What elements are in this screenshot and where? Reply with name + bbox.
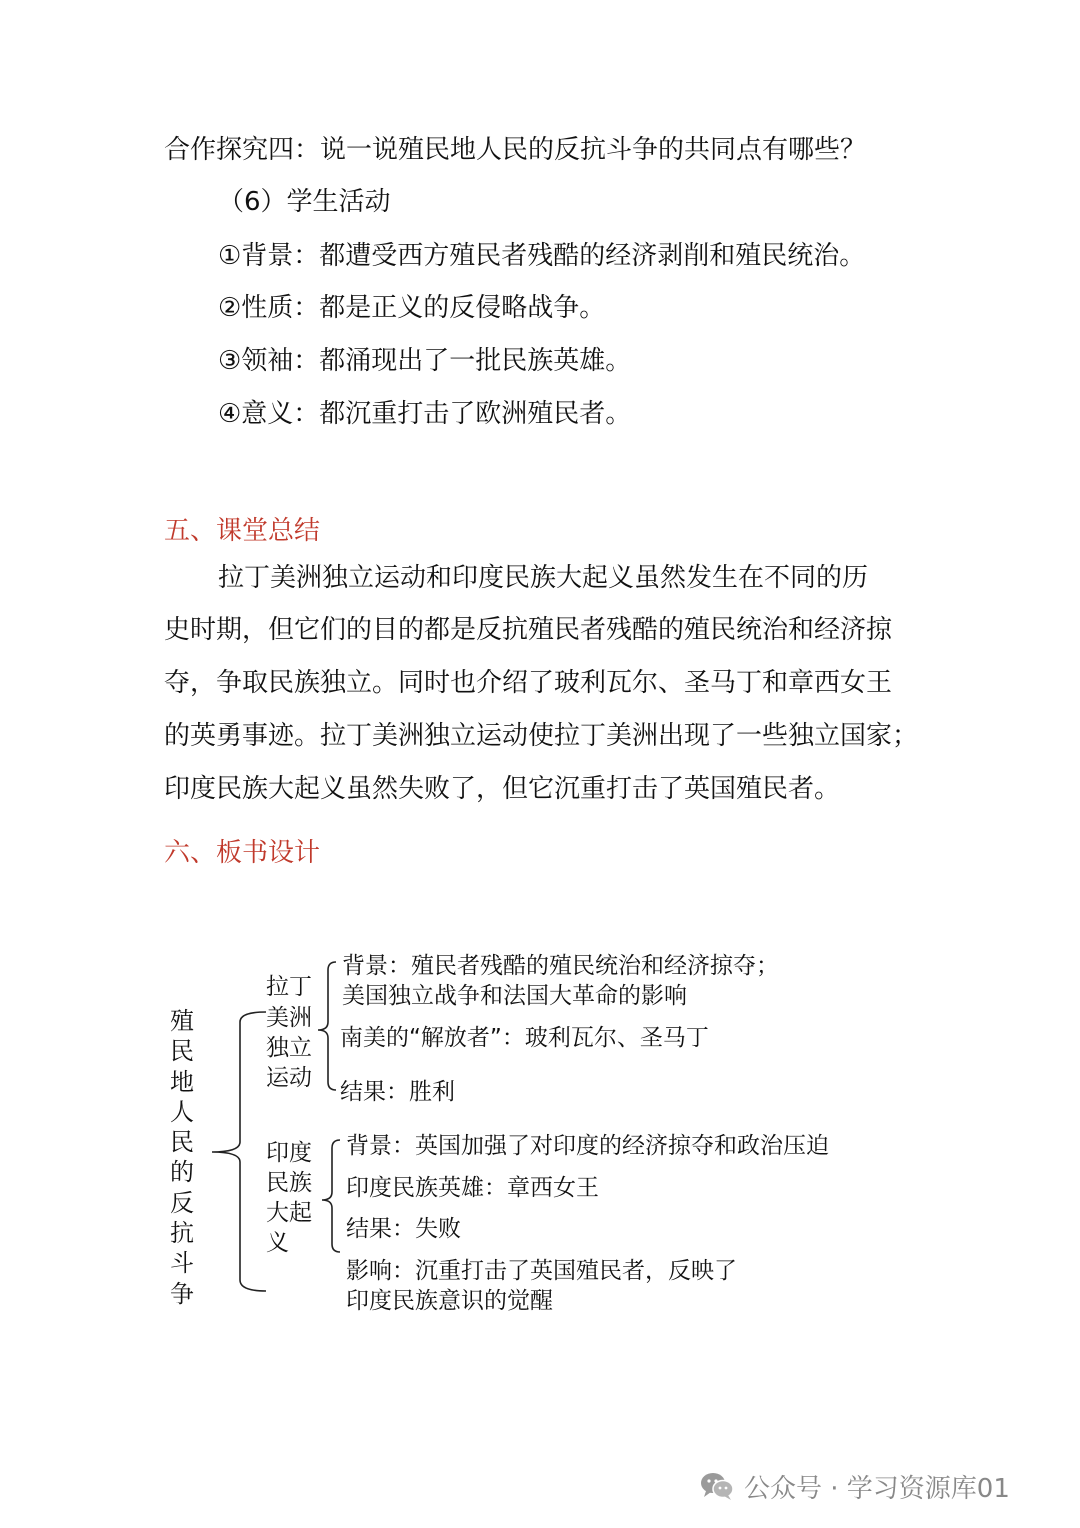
india-title: 印度民族大起义 [266, 1140, 312, 1256]
india-impact-1: 影响：沉重打击了英国殖民者，反映了 [346, 1258, 737, 1284]
india-result: 结果：失败 [346, 1216, 461, 1242]
latin-result: 结果：胜利 [340, 1079, 455, 1105]
board-heading: 六、板书设计 [164, 838, 321, 868]
point-nature: ②性质：都是正义的反侵略战争。 [218, 293, 606, 323]
summary-line-1: 拉丁美洲独立运动和印度民族大起义虽然发生在不同的历 [218, 563, 869, 593]
point-significance: ④意义：都沉重打击了欧洲殖民者。 [218, 399, 632, 429]
summary-line-5: 印度民族大起义虽然失败了，但它沉重打击了英国殖民者。 [164, 774, 841, 804]
activity-label: （6）学生活动 [218, 187, 391, 217]
india-hero: 印度民族英雄：章西女王 [346, 1175, 599, 1201]
point-background: ①背景：都遭受西方殖民者残酷的经济剥削和殖民统治。 [218, 241, 866, 271]
summary-line-4: 的英勇事迹。拉丁美洲独立运动使拉丁美洲出现了一些独立国家； [164, 721, 919, 751]
latin-liberators: 南美的“解放者”：玻利瓦尔、圣马丁 [340, 1025, 709, 1051]
board-root-title: 殖民地人民的反抗斗争 [170, 1007, 194, 1308]
india-background: 背景：英国加强了对印度的经济掠夺和政治压迫 [346, 1133, 829, 1159]
inquiry-question: 合作探究四：说一说殖民地人民的反抗斗争的共同点有哪些？ [164, 135, 867, 165]
latin-background: 背景：殖民者残酷的殖民统治和经济掠夺； [342, 953, 779, 979]
india-bracket [322, 1140, 340, 1252]
watermark-text: 公众号 · 学习资源库01 [744, 1473, 1010, 1504]
summary-line-3: 夺，争取民族独立。同时也介绍了玻利瓦尔、圣马丁和章西女王 [164, 668, 893, 698]
latin-title-rest: 美洲独立运动 [266, 1005, 312, 1091]
summary-heading: 五、课堂总结 [164, 516, 321, 546]
latin-title-line1: 拉丁 [266, 974, 312, 1000]
latin-influence: 美国独立战争和法国大革命的影响 [342, 983, 687, 1009]
india-impact-2: 印度民族意识的觉醒 [346, 1288, 553, 1314]
watermark [700, 1466, 1010, 1506]
wechat-icon [700, 1471, 734, 1501]
root-bracket [212, 1012, 266, 1291]
summary-line-2: 史时期，但它们的目的都是反抗殖民者残酷的殖民统治和经济掠 [164, 615, 893, 645]
point-leaders: ③领袖：都涌现出了一批民族英雄。 [218, 346, 632, 376]
